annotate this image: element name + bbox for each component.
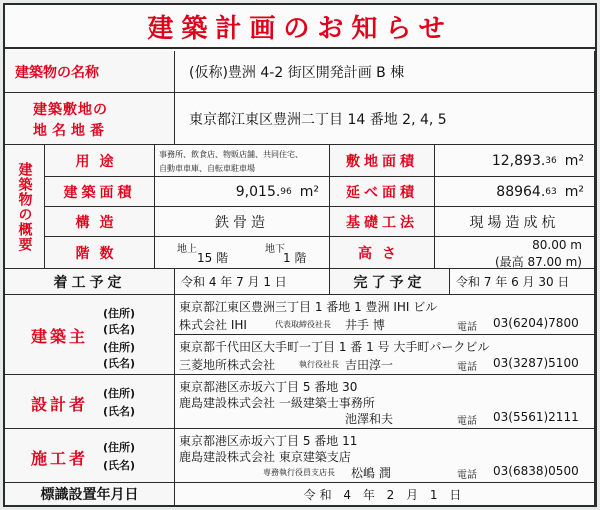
floor-area-value: [435, 177, 595, 207]
owner-1-role: 代表取締役社長: [275, 320, 331, 329]
designer-name-tag: (氏名): [103, 405, 136, 418]
owner-2-phone-label: 電話: [457, 362, 477, 373]
floors-below-small: 地下: [265, 244, 285, 255]
start-label: 着工予定: [5, 269, 175, 295]
use-line1: 事務所、飲食店、物販店舗、共同住宅、: [159, 150, 303, 159]
contractor-name-tag: (氏名): [103, 459, 136, 472]
floors-above: 15 階: [197, 251, 229, 265]
designer-phone-label: 電話: [457, 416, 477, 427]
posted-value: 令和 4 年 2 月 1 日: [175, 483, 595, 505]
contractor-label-cell: [5, 429, 175, 483]
owner-1-company: 株式会社 IHI: [179, 318, 247, 332]
floor-area-int: 88964.: [496, 183, 546, 200]
building-area-value: [155, 177, 330, 207]
use-line2: 自動車車庫、自転車駐車場: [159, 164, 255, 173]
owner-name-tag-2: (氏名): [103, 357, 136, 370]
owner-2-company: 三菱地所株式会社: [179, 358, 276, 372]
page-title: 建築計画のお知らせ: [147, 13, 453, 44]
contractor-entry: [175, 429, 595, 483]
floors-label: 階数: [45, 237, 155, 269]
owner-entry-1: [175, 295, 595, 335]
owner-address-tag-2: (住所): [103, 341, 136, 354]
owner-name-tag-1: (氏名): [103, 323, 136, 336]
foundation-value: 現場造成杭: [435, 207, 595, 237]
designer-person: 池澤和夫: [345, 412, 394, 426]
height-value: [435, 237, 595, 269]
designer-company: 鹿島建設株式会社 一級建築士事務所: [179, 396, 375, 410]
floors-value: [155, 237, 330, 269]
owner-2-person: 吉田淳一: [345, 358, 394, 372]
foundation-label: 基礎工法: [330, 207, 435, 237]
contractor-phone: 03(6838)0500: [493, 464, 579, 478]
contractor-address: 東京都港区赤坂六丁目 5 番地 11: [179, 434, 358, 448]
designer-label-cell: [5, 375, 175, 429]
height-line2: (最高 87.00 m): [494, 255, 582, 269]
site-area-dec: 36: [545, 155, 557, 166]
structure-label: 構造: [45, 207, 155, 237]
building-area-dec: 96: [280, 186, 292, 197]
building-area-unit: m²: [299, 183, 319, 200]
end-label: 完了予定: [330, 269, 450, 295]
floor-area-dec: 63: [545, 186, 557, 197]
height-line1: 80.00 m: [532, 238, 582, 252]
designer-phone: 03(5561)2111: [493, 410, 579, 424]
owner-address-tag-1: (住所): [103, 307, 136, 320]
site-label-line1: 建築敷地の: [33, 102, 108, 118]
use-value: [155, 145, 330, 177]
notice-board: [3, 3, 597, 507]
floors-below: 1 階: [283, 251, 307, 265]
structure-value: 鉄骨造: [155, 207, 330, 237]
designer-label: 設計者: [31, 395, 89, 414]
building-name-value: (仮称)豊洲 4-2 街区開発計画 B 棟: [175, 51, 595, 93]
owner-2-role: 執行役社長: [299, 360, 339, 369]
end-value: 令和 7 年 6 月 30 日: [450, 269, 595, 295]
owner-label: 建築主: [31, 327, 89, 346]
site-value: 東京都江東区豊洲二丁目 14 番地 2, 4, 5: [175, 93, 595, 145]
site-label-line2: 地名地番: [33, 123, 109, 139]
contractor-label: 施工者: [31, 449, 89, 468]
owner-label-cell: [5, 295, 175, 375]
site-area-label: 敷地面積: [330, 145, 435, 177]
designer-address-tag: (住所): [103, 387, 136, 400]
use-label: 用途: [45, 145, 155, 177]
designer-address: 東京都港区赤坂六丁目 5 番地 30: [179, 380, 358, 394]
site-area-unit: m²: [564, 152, 584, 169]
owner-1-person: 井手 博: [345, 318, 385, 332]
owner-1-phone: 03(6204)7800: [493, 316, 579, 330]
height-label: 高さ: [330, 237, 435, 269]
floors-above-small: 地上: [177, 244, 197, 255]
contractor-role: 専務執行役員支店長: [263, 468, 335, 477]
contractor-phone-label: 電話: [457, 470, 477, 481]
building-name-label: 建築物の名称: [5, 51, 175, 93]
contractor-person: 松嶋 潤: [351, 466, 391, 480]
building-area-label: 建築面積: [45, 177, 155, 207]
site-area-value: [435, 145, 595, 177]
outline-side-label: [5, 145, 45, 269]
contractor-address-tag: (住所): [103, 441, 136, 454]
floor-area-unit: m²: [564, 183, 584, 200]
outline-side-text: 建築物の概要: [16, 161, 33, 252]
site-area-int: 12,893.: [491, 152, 546, 169]
start-value: 令和 4 年 7 月 1 日: [175, 269, 330, 295]
owner-entry-2: [175, 335, 595, 375]
designer-entry: [175, 375, 595, 429]
posted-label: 標識設置年月日: [5, 483, 175, 505]
owner-2-phone: 03(3287)5100: [493, 356, 579, 370]
building-area-int: 9,015.: [235, 183, 281, 200]
contractor-company: 鹿島建設株式会社 東京建築支店: [179, 450, 351, 464]
owner-1-address: 東京都江東区豊洲三丁目 1 番地 1 豊洲 IHI ビル: [179, 300, 438, 314]
owner-1-phone-label: 電話: [457, 322, 477, 333]
owner-2-address: 東京都千代田区大手町一丁目 1 番 1 号 大手町パークビル: [179, 340, 490, 354]
site-label: [5, 93, 175, 145]
title-bar: [5, 5, 595, 49]
floor-area-label: 延べ面積: [330, 177, 435, 207]
